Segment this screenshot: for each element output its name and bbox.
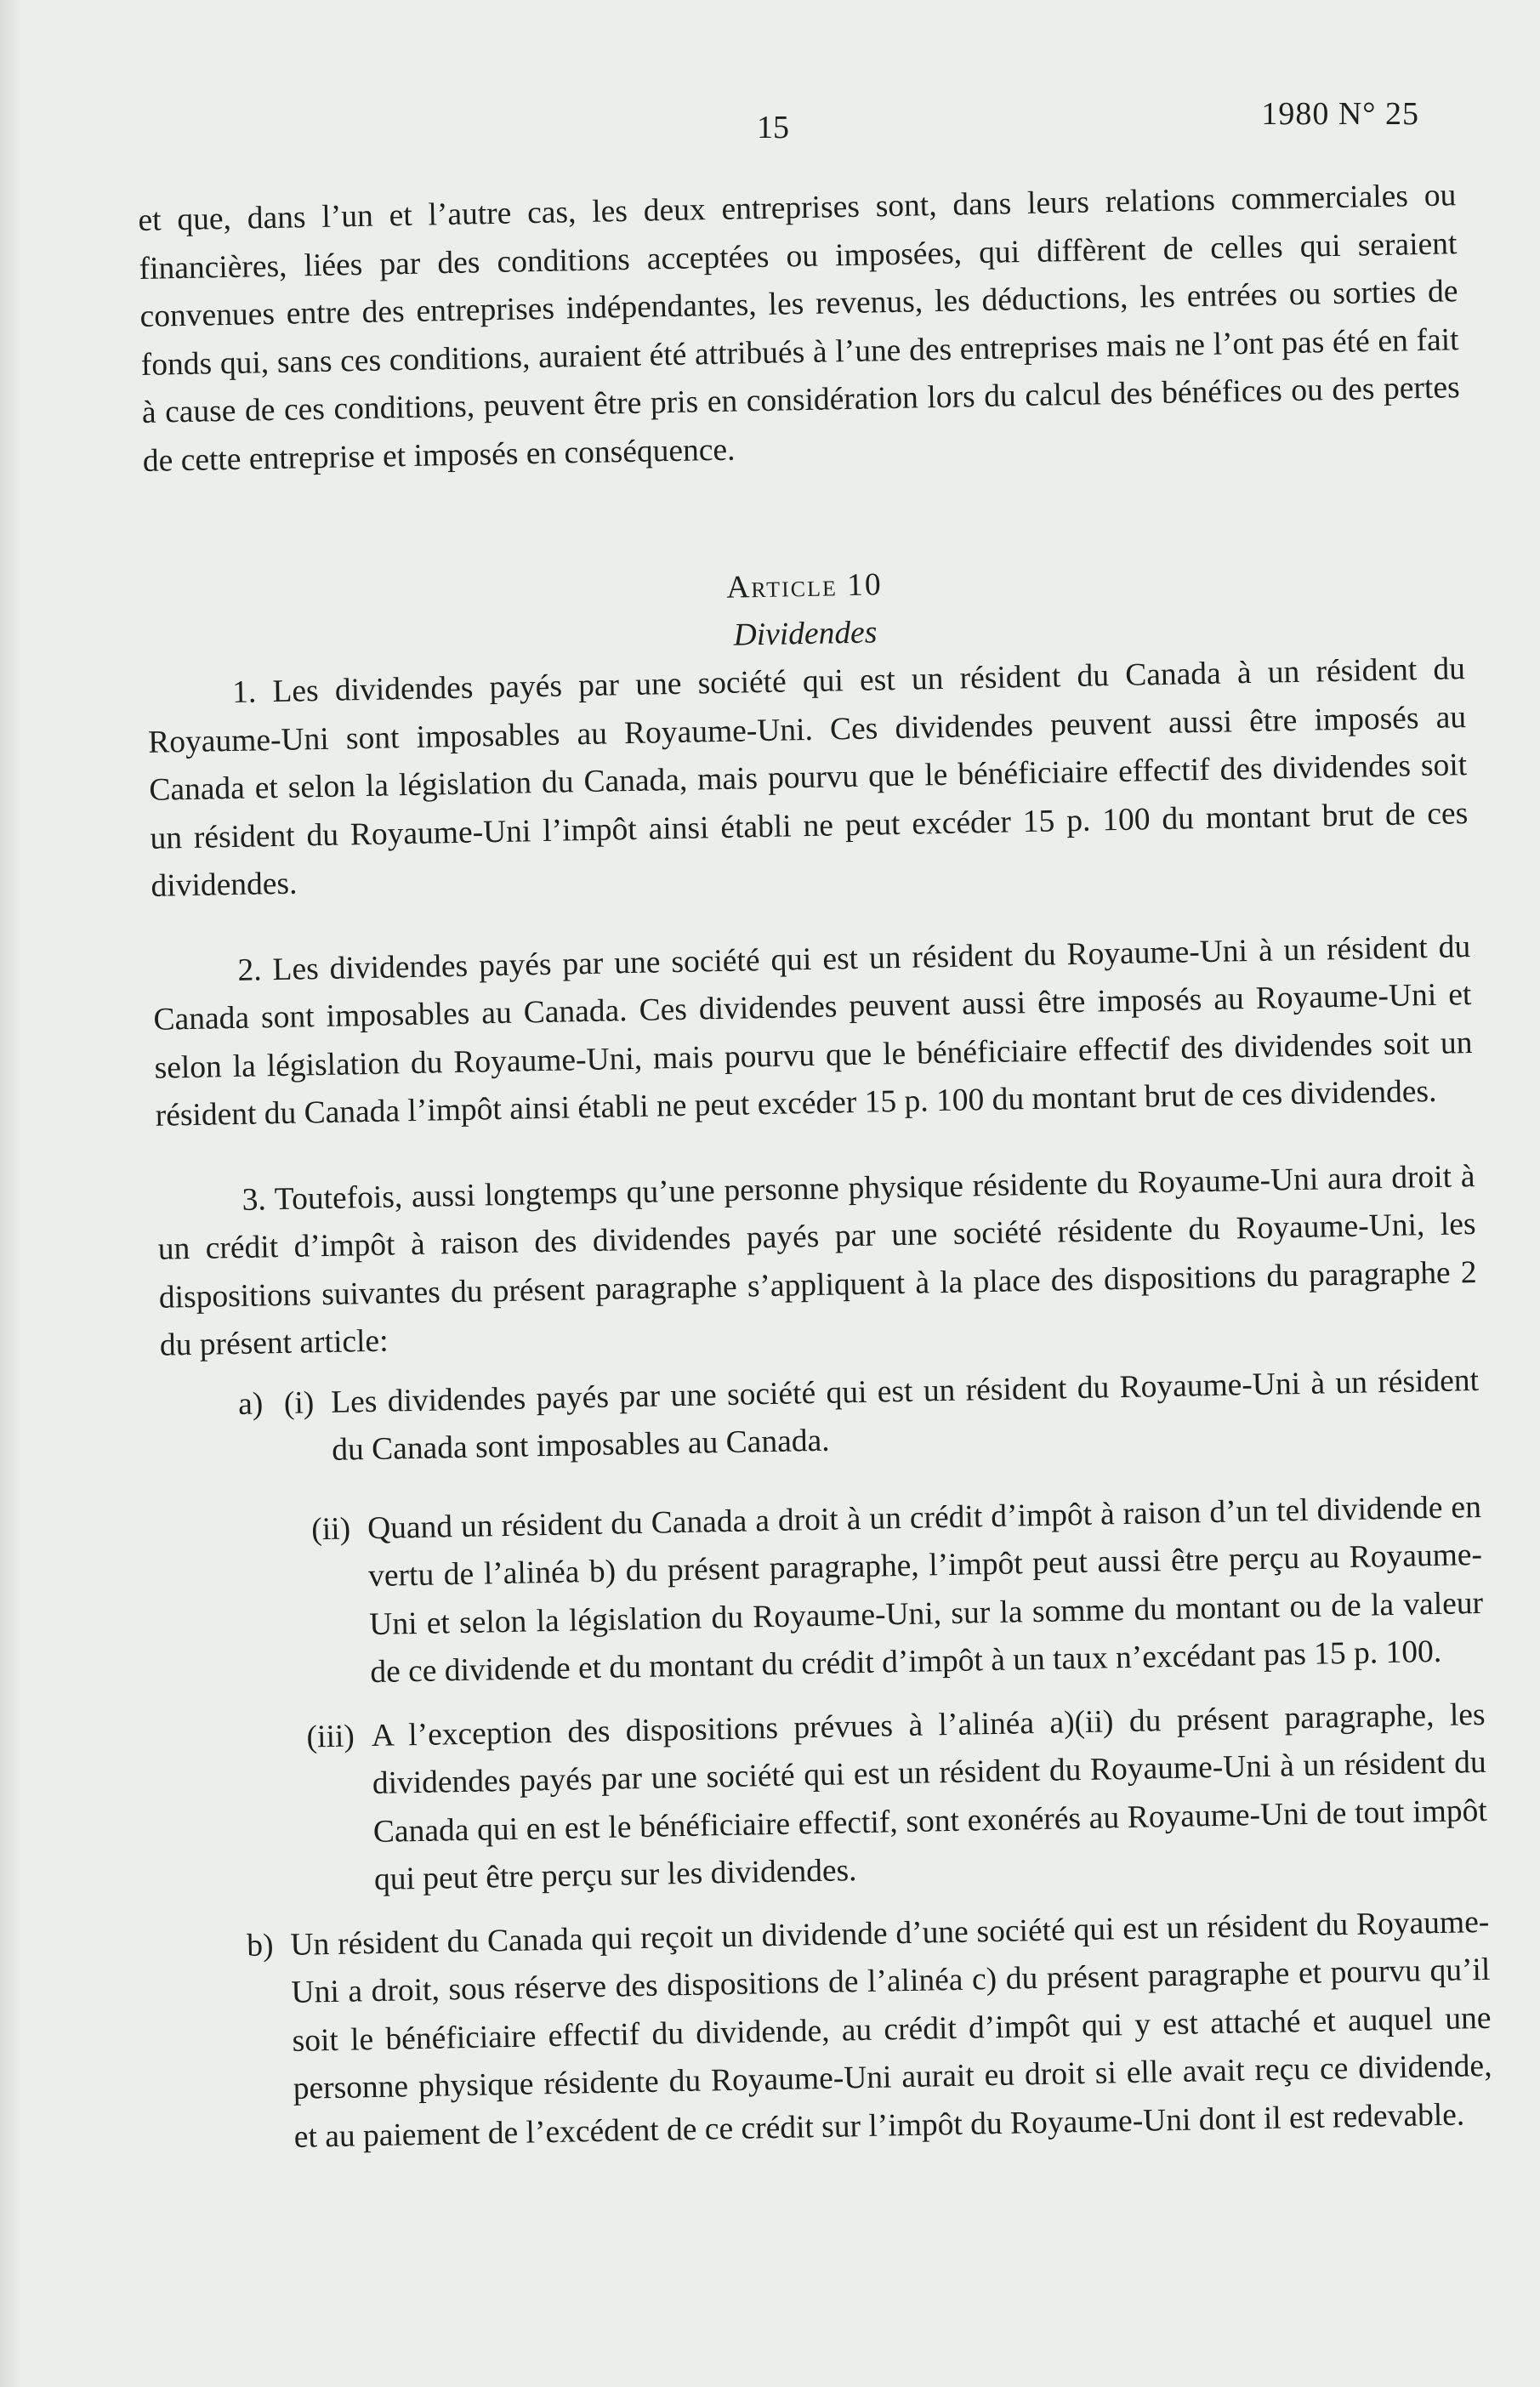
subitem-i-text: Les dividendes payés par une société qui est un résident du Royaume-Uni à un résident du Canada sont imposables au Canada.	[330, 1362, 1480, 1468]
subitem-ii	[163, 1483, 1485, 1701]
item-a	[161, 1356, 1480, 1493]
subitem-ii-text: Quand un résident du Canada a droit à un crédit d’impôt à raison d’un tel dividende en vertu de l’alinéa b) du présent paragraphe, l’impôt peut aussi être perçu au Royaume-Uni et selon la législation du Royaume-Uni, sur la somme du montant ou de la valeur de ce dividende et du montant du crédit d’impôt à un taux n’excédant pas 15 p. 100.	[367, 1489, 1484, 1691]
page-number: 15	[757, 110, 789, 145]
subitem-i-label: (i)	[283, 1384, 315, 1421]
subitem-iii-text: A l’exception des dispositions prévues à l’alinéa a)(ii) du présent paragraphe, les dividendes payés par une société qui est un résident du Royaume-Uni à un résident du Canada qui en est le bénéficiaire effectif, sont exonérés au Royaume-Uni de tout impôt qui peut être perçu sur les dividendes.	[371, 1696, 1488, 1898]
item-a-body	[280, 1356, 1480, 1491]
intro-paragraph: et que, dans l’un et l’autre cas, les deux entreprises sont, dans leurs relations commerciales ou financières, liées par des conditions acceptées ou imposées, qui diffèrent de celles qui seraient convenues entre des entreprises indépendantes, les revenus, les déductions, les entrées ou sorties de fonds qui, sans ces conditions, auraient été attribués à l’une des entreprises mais ne l’ont pas été en fait à cause de ces conditions, peuvent être pris en considération lors du calcul des bénéfices ou des pertes de cette entreprise et imposés en conséquence.	[138, 178, 1460, 479]
paragraph-2: 2. Les dividendes payés par une société qui est un résident du Royaume-Uni à un résident du Canada sont imposables au Canada. Ces dividendes peuvent aussi être imposés au Royaume-Uni et selon la législation du Royaume-Uni, mais pourvu que le bénéficiaire effectif des dividendes soit un résident du Canada l’impôt ainsi établi ne peut excéder 15 p. 100 du montant brut de ces dividendes.	[153, 929, 1473, 1134]
subitem-iii	[167, 1691, 1488, 1908]
subitem-i	[263, 1356, 1480, 1475]
item-b-text: Un résident du Canada qui reçoit un dividende d’une société qui est un résident du Royaume-Uni a droit, sous réserve des dispositions de l’alinéa c) du présent paragraphe et pourvu qu’il soit le bénéficiaire effectif du dividende, au crédit d’impôt qui y est attaché et auquel une personne physique résidente du Royaume-Uni aurait eu droit si elle avait reçu ce dividende, et au paiement de l’excédent de ce crédit sur l’impôt du Royaume-Uni dont il est redevable.	[290, 1904, 1492, 2155]
paragraph-3: 3. Toutefois, aussi longtemps qu’une personne physique résidente du Royaume-Uni aura droit à un crédit d’impôt à raison des dividendes payés par une société résidente du Royaume-Uni, les dispositions suivantes du présent paragraphe s’appliquent à la place des dispositions du paragraphe 2 du présent article:	[157, 1158, 1477, 1363]
article-heading: Article 10	[725, 567, 883, 605]
page-edge-shadow	[0, 0, 22, 2387]
item-b-label: b)	[246, 1927, 274, 1964]
subitem-iii-label: (iii)	[306, 1718, 355, 1755]
document-body	[138, 172, 1493, 2163]
item-a-label: a)	[237, 1385, 264, 1422]
article-subheading: Dividendes	[733, 615, 878, 653]
year-number: 1980 N° 25	[1261, 96, 1419, 132]
paragraph-1: 1. Les dividendes payés par une société qui est un résident du Canada à un résident du Royaume-Uni sont imposables au Royaume-Uni. Ces dividendes peuvent aussi être imposés au Canada et selon la législation du Canada, mais pourvu que le bénéficiaire effectif des dividendes soit un résident du Royaume-Uni l’impôt ainsi établi ne peut excéder 15 p. 100 du montant brut de ces dividendes.	[147, 651, 1469, 904]
item-b	[171, 1898, 1493, 2163]
subitem-ii-label: (ii)	[310, 1510, 351, 1547]
